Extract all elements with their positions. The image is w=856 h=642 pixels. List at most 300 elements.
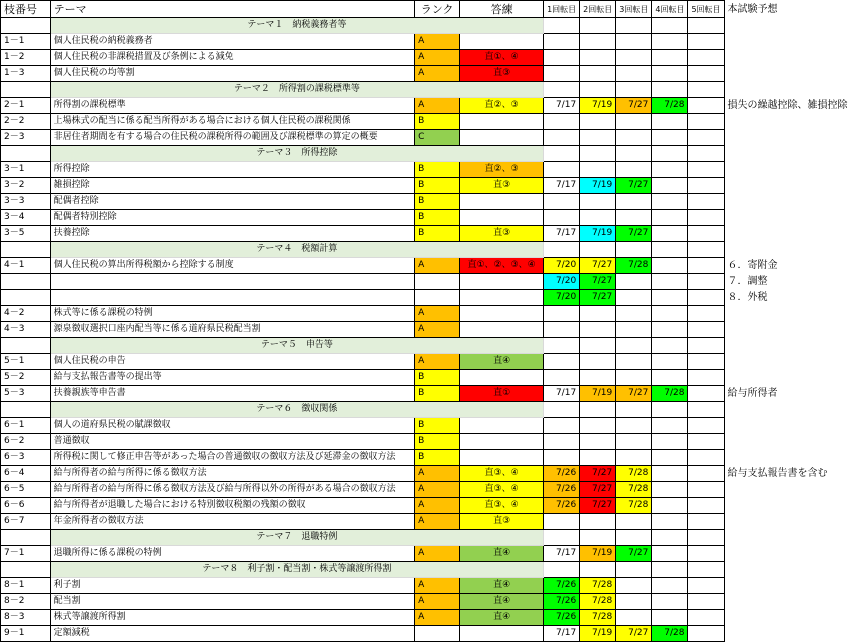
branch-number-cell[interactable]: 3－3	[1, 194, 51, 210]
drill-cell[interactable]: 直①、④	[460, 50, 544, 66]
round-cell[interactable]	[544, 130, 580, 146]
branch-number-cell[interactable]	[1, 290, 51, 306]
header-drill[interactable]: 答練	[460, 1, 544, 18]
branch-number-cell[interactable]: 4－1	[1, 258, 51, 274]
forecast-note[interactable]	[724, 66, 855, 82]
round-cell[interactable]	[652, 194, 688, 210]
branch-number-cell[interactable]: 1－2	[1, 50, 51, 66]
round-cell[interactable]: 7/26	[544, 466, 580, 482]
round-cell[interactable]	[616, 290, 652, 306]
round-cell[interactable]	[688, 626, 724, 642]
round-cell[interactable]	[616, 418, 652, 434]
rank-cell[interactable]: A	[415, 322, 460, 338]
theme-cell[interactable]: 利子割	[50, 578, 414, 594]
round-cell[interactable]: 7/28	[580, 578, 616, 594]
section-spacer-cell[interactable]	[1, 338, 51, 354]
forecast-note[interactable]: 給与支払報告書を含む	[727, 468, 828, 479]
round-cell[interactable]	[616, 162, 652, 178]
round-cell[interactable]: 7/27	[580, 258, 616, 274]
branch-number-cell[interactable]: 3－2	[1, 178, 51, 194]
round-cell[interactable]	[544, 146, 580, 162]
round-cell[interactable]	[652, 546, 688, 562]
rank-cell[interactable]: A	[415, 514, 460, 530]
round-cell[interactable]	[688, 258, 724, 274]
round-cell[interactable]	[616, 322, 652, 338]
theme-cell[interactable]: 年金所得者の徴収方法	[50, 514, 414, 530]
branch-number-cell[interactable]: 8－2	[1, 594, 51, 610]
rank-cell[interactable]: B	[415, 210, 460, 226]
round-cell[interactable]	[616, 434, 652, 450]
branch-number-cell[interactable]: 5－1	[1, 354, 51, 370]
section-title[interactable]: テーマ８ 利子割・配当割・株式等譲渡所得割	[50, 562, 544, 578]
round-cell[interactable]	[616, 562, 652, 578]
round-cell[interactable]	[616, 370, 652, 386]
round-cell[interactable]	[544, 322, 580, 338]
round-cell[interactable]	[688, 306, 724, 322]
round-cell[interactable]	[688, 466, 724, 482]
forecast-note[interactable]: 損失の繰越控除、雑損控除	[727, 100, 848, 111]
round-cell[interactable]: 7/17	[544, 178, 580, 194]
section-spacer-cell[interactable]	[1, 530, 51, 546]
round-cell[interactable]	[688, 130, 724, 146]
round-cell[interactable]	[580, 242, 616, 258]
forecast-note[interactable]: ６．寄附金	[727, 260, 778, 271]
rank-cell[interactable]: B	[415, 178, 460, 194]
theme-cell[interactable]: 給与所得者が退職した場合における特別徴収税額の残額の徴収	[50, 498, 414, 514]
header-forecast[interactable]: 本試験予想	[727, 3, 778, 15]
round-cell[interactable]	[616, 450, 652, 466]
theme-cell[interactable]: 株式等譲渡所得割	[50, 610, 414, 626]
drill-cell[interactable]: 直④	[460, 594, 544, 610]
rank-cell[interactable]: B	[415, 434, 460, 450]
round-cell[interactable]	[652, 370, 688, 386]
forecast-cell[interactable]	[724, 562, 855, 578]
section-title[interactable]: テーマ３ 所得控除	[50, 146, 544, 162]
drill-cell[interactable]	[460, 370, 544, 386]
round-cell[interactable]	[652, 450, 688, 466]
round-cell[interactable]	[616, 354, 652, 370]
forecast-note[interactable]	[724, 450, 855, 466]
drill-cell[interactable]: 直③	[460, 178, 544, 194]
round-cell[interactable]	[652, 530, 688, 546]
rank-cell[interactable]: A	[415, 306, 460, 322]
round-cell[interactable]	[580, 370, 616, 386]
round-cell[interactable]	[544, 66, 580, 82]
round-cell[interactable]	[544, 18, 580, 34]
round-cell[interactable]	[580, 402, 616, 418]
round-cell[interactable]	[688, 114, 724, 130]
drill-cell[interactable]	[460, 306, 544, 322]
round-cell[interactable]	[616, 610, 652, 626]
drill-cell[interactable]: 直③	[460, 226, 544, 242]
theme-cell[interactable]: 個人住民税の均等割	[50, 66, 414, 82]
round-cell[interactable]: 7/17	[544, 98, 580, 114]
round-cell[interactable]	[652, 290, 688, 306]
theme-cell[interactable]: 定額減税	[50, 626, 414, 642]
round-cell[interactable]	[616, 18, 652, 34]
theme-cell[interactable]: 給与所得者の給与所得に係る徴収方法及び給与所得以外の所得がある場合の徴収方法	[50, 482, 414, 498]
section-spacer-cell[interactable]	[1, 82, 51, 98]
branch-number-cell[interactable]: 3－5	[1, 226, 51, 242]
round-cell[interactable]	[580, 146, 616, 162]
drill-cell[interactable]: 直④	[460, 546, 544, 562]
forecast-note[interactable]: 給与所得者	[727, 388, 778, 399]
branch-number-cell[interactable]: 6－2	[1, 434, 51, 450]
round-cell[interactable]	[688, 290, 724, 306]
theme-cell[interactable]: 配偶者特別控除	[50, 210, 414, 226]
round-cell[interactable]	[580, 418, 616, 434]
branch-number-cell[interactable]: 1－1	[1, 34, 51, 50]
rank-cell[interactable]: B	[415, 194, 460, 210]
round-cell[interactable]	[616, 130, 652, 146]
round-cell[interactable]: 7/17	[544, 226, 580, 242]
forecast-note[interactable]	[724, 130, 855, 146]
round-cell[interactable]: 7/27	[580, 498, 616, 514]
round-cell[interactable]	[580, 562, 616, 578]
round-cell[interactable]	[544, 242, 580, 258]
round-cell[interactable]	[580, 34, 616, 50]
round-cell[interactable]: 7/28	[616, 466, 652, 482]
round-cell[interactable]	[688, 226, 724, 242]
theme-cell[interactable]: 株式等に係る課税の特例	[50, 306, 414, 322]
round-cell[interactable]	[688, 98, 724, 114]
round-cell[interactable]	[652, 338, 688, 354]
round-cell[interactable]	[688, 338, 724, 354]
round-cell[interactable]	[580, 322, 616, 338]
drill-cell[interactable]: 直②、③	[460, 98, 544, 114]
round-cell[interactable]	[688, 578, 724, 594]
forecast-note[interactable]	[724, 194, 855, 210]
forecast-note[interactable]	[724, 354, 855, 370]
branch-number-cell[interactable]: 2－2	[1, 114, 51, 130]
forecast-cell[interactable]	[724, 82, 855, 98]
round-cell[interactable]	[688, 530, 724, 546]
round-cell[interactable]	[652, 258, 688, 274]
round-cell[interactable]	[688, 498, 724, 514]
round-cell[interactable]: 7/19	[580, 98, 616, 114]
round-cell[interactable]: 7/26	[544, 610, 580, 626]
forecast-note[interactable]	[724, 418, 855, 434]
round-cell[interactable]	[580, 514, 616, 530]
round-cell[interactable]	[652, 482, 688, 498]
branch-number-cell[interactable]: 4－2	[1, 306, 51, 322]
section-title[interactable]: テーマ４ 税額計算	[50, 242, 544, 258]
drill-cell[interactable]: 直④	[460, 354, 544, 370]
rank-cell[interactable]: C	[415, 130, 460, 146]
rank-cell[interactable]: A	[415, 594, 460, 610]
branch-number-cell[interactable]	[1, 274, 51, 290]
branch-number-cell[interactable]: 3－4	[1, 210, 51, 226]
round-cell[interactable]	[688, 610, 724, 626]
rank-cell[interactable]: A	[415, 98, 460, 114]
drill-cell[interactable]: 直③、④	[460, 466, 544, 482]
theme-cell[interactable]: 給与支払報告書等の提出等	[50, 370, 414, 386]
round-cell[interactable]: 7/28	[580, 594, 616, 610]
round-cell[interactable]	[580, 338, 616, 354]
forecast-note[interactable]	[724, 322, 855, 338]
round-cell[interactable]	[652, 562, 688, 578]
round-cell[interactable]	[688, 194, 724, 210]
rank-cell[interactable]: B	[415, 162, 460, 178]
header-round-1[interactable]: 1回転目	[544, 1, 580, 18]
round-cell[interactable]	[580, 434, 616, 450]
forecast-note[interactable]	[724, 226, 855, 242]
round-cell[interactable]: 7/28	[580, 610, 616, 626]
forecast-cell[interactable]	[724, 242, 855, 258]
round-cell[interactable]	[580, 354, 616, 370]
round-cell[interactable]: 7/26	[544, 498, 580, 514]
forecast-note[interactable]	[724, 482, 855, 498]
round-cell[interactable]	[616, 114, 652, 130]
round-cell[interactable]	[688, 242, 724, 258]
round-cell[interactable]	[580, 66, 616, 82]
round-cell[interactable]	[544, 162, 580, 178]
forecast-note[interactable]	[724, 178, 855, 194]
round-cell[interactable]	[580, 306, 616, 322]
theme-cell[interactable]: 所得税に関して修正申告等があった場合の普通徴収の徴収方法及び延滞金の徴収方法	[50, 450, 414, 466]
round-cell[interactable]	[544, 514, 580, 530]
theme-cell[interactable]: 退職所得に係る課税の特例	[50, 546, 414, 562]
section-spacer-cell[interactable]	[1, 146, 51, 162]
round-cell[interactable]	[616, 594, 652, 610]
section-spacer-cell[interactable]	[1, 18, 51, 34]
drill-cell[interactable]	[460, 34, 544, 50]
rank-cell[interactable]	[415, 626, 460, 642]
theme-cell[interactable]: 個人住民税の非課税措置及び条例による減免	[50, 50, 414, 66]
round-cell[interactable]	[688, 370, 724, 386]
branch-number-cell[interactable]: 8－3	[1, 610, 51, 626]
round-cell[interactable]: 7/28	[616, 482, 652, 498]
rank-cell[interactable]: A	[415, 66, 460, 82]
round-cell[interactable]	[688, 162, 724, 178]
rank-cell[interactable]: A	[415, 466, 460, 482]
round-cell[interactable]	[688, 514, 724, 530]
drill-cell[interactable]	[460, 418, 544, 434]
forecast-note[interactable]: ７．調整	[727, 276, 768, 287]
round-cell[interactable]: 7/27	[580, 290, 616, 306]
rank-cell[interactable]: B	[415, 418, 460, 434]
round-cell[interactable]	[652, 162, 688, 178]
rank-cell[interactable]	[415, 274, 460, 290]
round-cell[interactable]: 7/27	[616, 178, 652, 194]
branch-number-cell[interactable]: 9－1	[1, 626, 51, 642]
round-cell[interactable]: 7/20	[544, 290, 580, 306]
forecast-note[interactable]	[724, 514, 855, 530]
rank-cell[interactable]: A	[415, 354, 460, 370]
round-cell[interactable]: 7/17	[544, 386, 580, 402]
drill-cell[interactable]: 直④	[460, 610, 544, 626]
round-cell[interactable]	[616, 194, 652, 210]
round-cell[interactable]	[544, 194, 580, 210]
round-cell[interactable]	[616, 514, 652, 530]
rank-cell[interactable]: B	[415, 226, 460, 242]
round-cell[interactable]: 7/19	[580, 386, 616, 402]
drill-cell[interactable]: 直③	[460, 514, 544, 530]
round-cell[interactable]: 7/19	[580, 226, 616, 242]
theme-cell[interactable]: 配偶者控除	[50, 194, 414, 210]
round-cell[interactable]	[652, 226, 688, 242]
round-cell[interactable]	[616, 34, 652, 50]
theme-cell[interactable]	[50, 290, 414, 306]
round-cell[interactable]	[616, 82, 652, 98]
round-cell[interactable]	[652, 578, 688, 594]
rank-cell[interactable]: A	[415, 34, 460, 50]
round-cell[interactable]	[652, 66, 688, 82]
round-cell[interactable]	[688, 546, 724, 562]
rank-cell[interactable]: A	[415, 546, 460, 562]
round-cell[interactable]: 7/20	[544, 258, 580, 274]
round-cell[interactable]	[616, 242, 652, 258]
drill-cell[interactable]: 直③	[460, 66, 544, 82]
forecast-note[interactable]	[724, 370, 855, 386]
round-cell[interactable]	[544, 402, 580, 418]
round-cell[interactable]	[616, 338, 652, 354]
rank-cell[interactable]: A	[415, 578, 460, 594]
drill-cell[interactable]	[460, 626, 544, 642]
round-cell[interactable]: 7/19	[580, 546, 616, 562]
drill-cell[interactable]	[460, 322, 544, 338]
theme-cell[interactable]: 給与所得者の給与所得に係る徴収方法	[50, 466, 414, 482]
header-round-5[interactable]: 5回転目	[688, 1, 724, 18]
theme-cell[interactable]: 非居住者期間を有する場合の住民税の課税所得の範囲及び課税標準の算定の概要	[50, 130, 414, 146]
round-cell[interactable]	[580, 210, 616, 226]
forecast-note[interactable]	[724, 434, 855, 450]
forecast-note[interactable]	[724, 114, 855, 130]
rank-cell[interactable]: A	[415, 258, 460, 274]
round-cell[interactable]	[580, 50, 616, 66]
round-cell[interactable]	[544, 338, 580, 354]
drill-cell[interactable]	[460, 194, 544, 210]
round-cell[interactable]	[652, 322, 688, 338]
round-cell[interactable]	[688, 562, 724, 578]
round-cell[interactable]	[580, 530, 616, 546]
round-cell[interactable]: 7/17	[544, 546, 580, 562]
round-cell[interactable]	[688, 146, 724, 162]
round-cell[interactable]: 7/26	[544, 578, 580, 594]
theme-cell[interactable]: 所得控除	[50, 162, 414, 178]
round-cell[interactable]: 7/20	[544, 274, 580, 290]
theme-cell[interactable]: 所得割の課税標準	[50, 98, 414, 114]
round-cell[interactable]: 7/19	[580, 626, 616, 642]
branch-number-cell[interactable]: 6－5	[1, 482, 51, 498]
branch-number-cell[interactable]: 4－3	[1, 322, 51, 338]
round-cell[interactable]: 7/27	[616, 98, 652, 114]
round-cell[interactable]: 7/26	[544, 482, 580, 498]
drill-cell[interactable]: 直①、②、③、④	[460, 258, 544, 274]
forecast-note[interactable]	[724, 162, 855, 178]
branch-number-cell[interactable]: 6－6	[1, 498, 51, 514]
round-cell[interactable]: 7/27	[616, 386, 652, 402]
forecast-cell[interactable]	[724, 530, 855, 546]
forecast-note[interactable]	[724, 546, 855, 562]
rank-cell[interactable]: B	[415, 114, 460, 130]
round-cell[interactable]: 7/19	[580, 178, 616, 194]
round-cell[interactable]	[616, 306, 652, 322]
rank-cell[interactable]: B	[415, 386, 460, 402]
forecast-note[interactable]	[724, 578, 855, 594]
round-cell[interactable]	[652, 210, 688, 226]
round-cell[interactable]	[616, 66, 652, 82]
section-title[interactable]: テーマ１ 納税義務者等	[50, 18, 544, 34]
round-cell[interactable]	[580, 114, 616, 130]
round-cell[interactable]	[580, 194, 616, 210]
round-cell[interactable]	[616, 530, 652, 546]
drill-cell[interactable]	[460, 210, 544, 226]
rank-cell[interactable]: A	[415, 482, 460, 498]
round-cell[interactable]	[688, 274, 724, 290]
round-cell[interactable]: 7/28	[616, 498, 652, 514]
round-cell[interactable]	[544, 306, 580, 322]
theme-cell[interactable]: 配当割	[50, 594, 414, 610]
round-cell[interactable]	[616, 274, 652, 290]
theme-cell[interactable]: 扶養親族等申告書	[50, 386, 414, 402]
header-branch-number[interactable]: 枝番号	[1, 1, 51, 18]
drill-cell[interactable]: 直③、④	[460, 498, 544, 514]
round-cell[interactable]	[652, 178, 688, 194]
header-round-4[interactable]: 4回転目	[652, 1, 688, 18]
round-cell[interactable]	[652, 514, 688, 530]
round-cell[interactable]	[544, 354, 580, 370]
theme-cell[interactable]: 個人住民税の申告	[50, 354, 414, 370]
forecast-cell[interactable]	[724, 338, 855, 354]
section-title[interactable]: テーマ２ 所得割の課税標準等	[50, 82, 544, 98]
rank-cell[interactable]: A	[415, 610, 460, 626]
round-cell[interactable]	[652, 434, 688, 450]
round-cell[interactable]: 7/27	[616, 626, 652, 642]
round-cell[interactable]	[544, 210, 580, 226]
drill-cell[interactable]	[460, 114, 544, 130]
header-round-2[interactable]: 2回転目	[580, 1, 616, 18]
drill-cell[interactable]	[460, 434, 544, 450]
branch-number-cell[interactable]: 1－3	[1, 66, 51, 82]
round-cell[interactable]	[544, 34, 580, 50]
theme-cell[interactable]: 個人住民税の納税義務者	[50, 34, 414, 50]
forecast-note[interactable]	[724, 210, 855, 226]
round-cell[interactable]: 7/27	[580, 274, 616, 290]
round-cell[interactable]	[652, 34, 688, 50]
forecast-cell[interactable]	[724, 146, 855, 162]
round-cell[interactable]	[688, 482, 724, 498]
round-cell[interactable]	[688, 18, 724, 34]
round-cell[interactable]	[652, 82, 688, 98]
header-theme[interactable]: テーマ	[50, 1, 414, 18]
round-cell[interactable]: 7/17	[544, 626, 580, 642]
theme-cell[interactable]: 扶養控除	[50, 226, 414, 242]
drill-cell[interactable]: 直①	[460, 386, 544, 402]
round-cell[interactable]: 7/27	[580, 466, 616, 482]
drill-cell[interactable]: 直②、③	[460, 162, 544, 178]
round-cell[interactable]	[688, 34, 724, 50]
round-cell[interactable]	[688, 594, 724, 610]
rank-cell[interactable]: A	[415, 50, 460, 66]
forecast-note[interactable]	[724, 50, 855, 66]
theme-cell[interactable]: 上場株式の配当に係る配当所得がある場合における個人住民税の課税関係	[50, 114, 414, 130]
round-cell[interactable]	[652, 130, 688, 146]
rank-cell[interactable]	[415, 290, 460, 306]
forecast-cell[interactable]	[724, 18, 855, 34]
round-cell[interactable]	[616, 402, 652, 418]
round-cell[interactable]	[652, 242, 688, 258]
round-cell[interactable]: 7/28	[652, 626, 688, 642]
round-cell[interactable]	[688, 402, 724, 418]
branch-number-cell[interactable]: 6－1	[1, 418, 51, 434]
section-spacer-cell[interactable]	[1, 242, 51, 258]
section-title[interactable]: テーマ６ 徴収関係	[50, 402, 544, 418]
branch-number-cell[interactable]: 2－3	[1, 130, 51, 146]
round-cell[interactable]	[688, 354, 724, 370]
rank-cell[interactable]: A	[415, 498, 460, 514]
round-cell[interactable]	[652, 114, 688, 130]
